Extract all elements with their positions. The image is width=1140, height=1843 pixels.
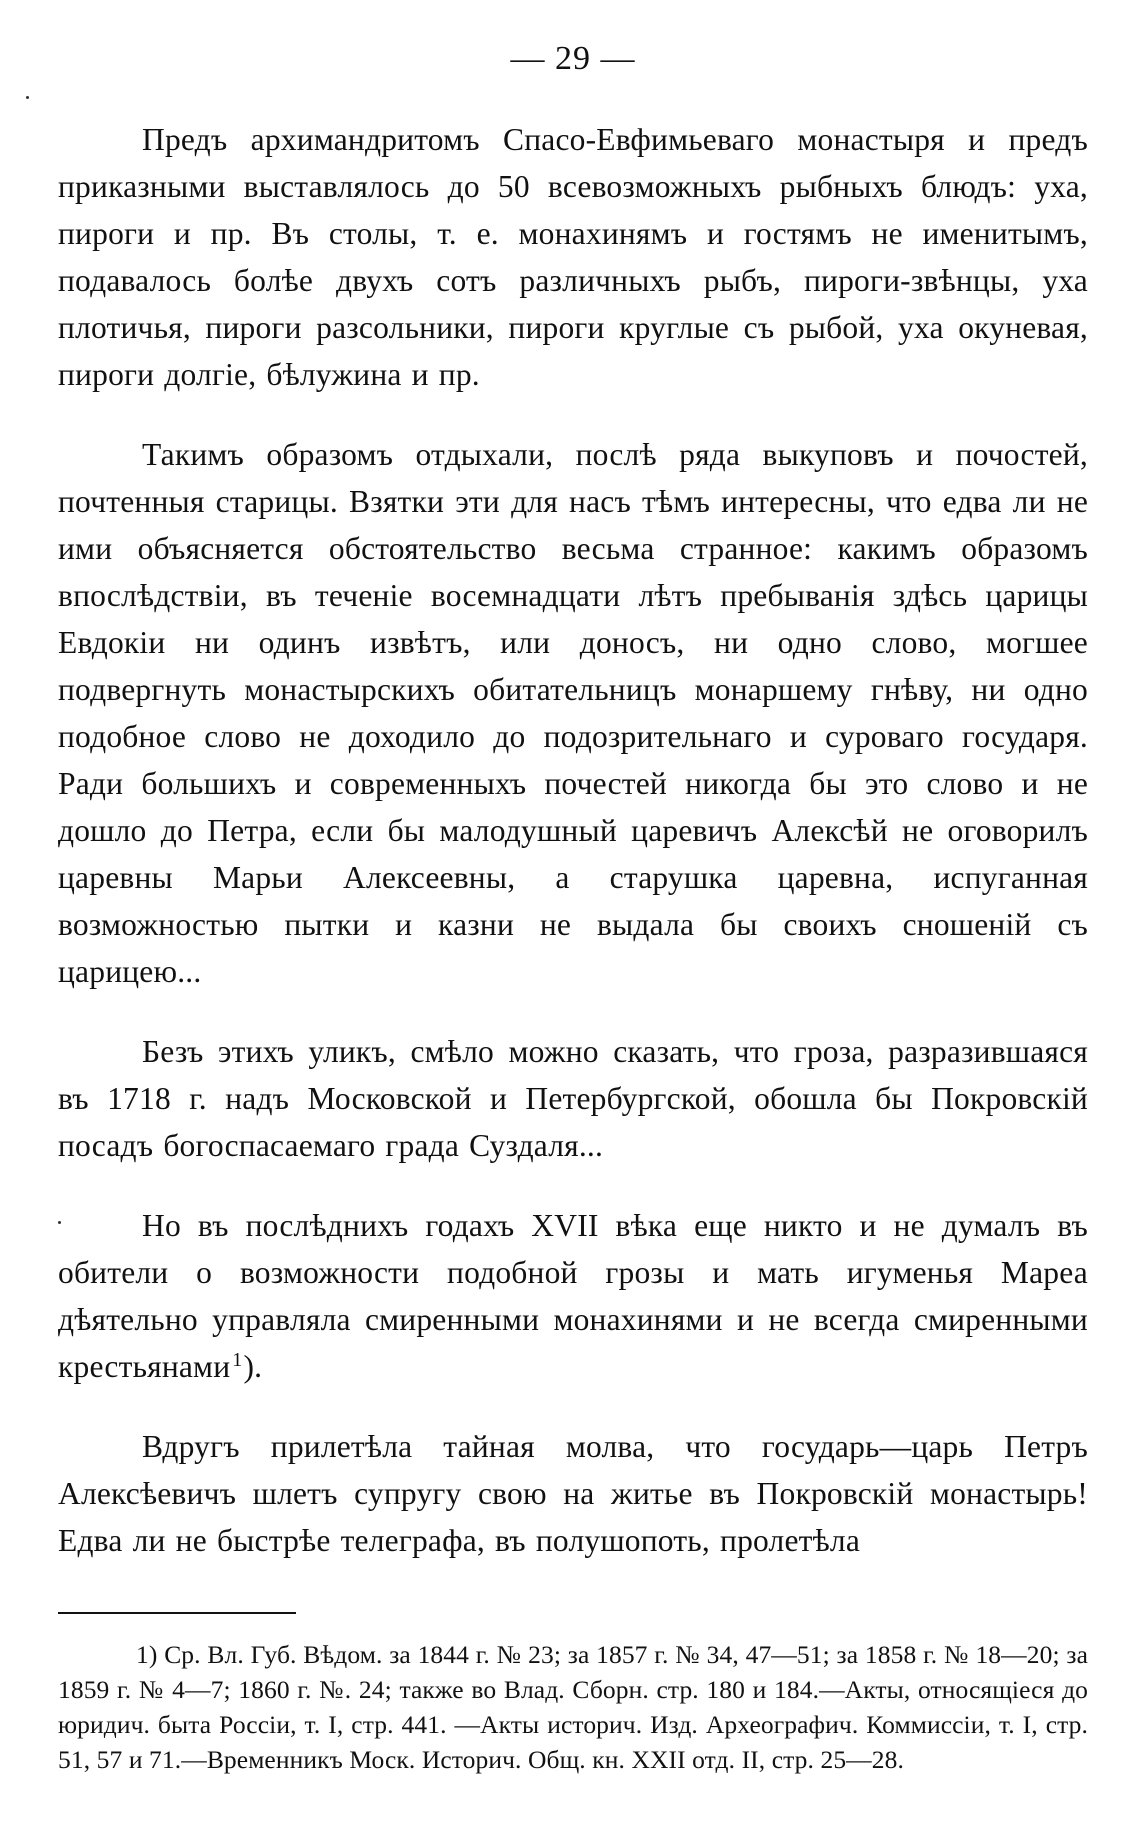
footnote-separator	[58, 1612, 296, 1614]
paragraph-3: Безъ этихъ уликъ, смѣло можно сказать, что гроза, разразившаяся въ 1718 г. надъ Московской и Петербургской, обошла бы Покровскій посадъ богоспасаемаго града Суздаля...	[58, 1034, 1088, 1163]
paragraph-4	[58, 1202, 1088, 1390]
paragraph-4-text: Но въ послѣднихъ годахъ XVII вѣка еще никто и не думалъ въ обители о возможности подобной грозы и мать игуменья Мареа дѣятельно управляла смиренными монахинями и не всегда смиренными крестьянами	[58, 1208, 1088, 1384]
footnote-reference: 1	[232, 1348, 243, 1371]
paragraph-4-end: ).	[243, 1349, 263, 1384]
page-number: — 29 —	[510, 40, 636, 77]
book-page	[58, 40, 1088, 1597]
speck-top-left	[26, 96, 29, 99]
paragraph-2: Такимъ образомъ отдыхали, послѣ ряда выкуповъ и почостей, почтенныя старицы. Взятки эти для насъ тѣмъ интересны, что едва ли не ими объясняется обстоятельство весьма странное: какимъ образомъ впослѣдствіи, въ теченіе восемнадцати лѣтъ пребыванія здѣсь царицы Евдокіи ни одинъ извѣтъ, или доносъ, ни одно слово, могшее подвергнуть монастырскихъ обитательницъ монаршему гнѣву, ни одно подобное слово не доходило до подозрительнаго и суроваго государя. Ради большихъ и современныхъ почестей никогда бы это слово и не дошло до Петра, если бы малодушный царевичъ Алексѣй не оговорилъ царевны Марьи Алексеевны, а старушка царевна, испуганная возможностью пытки и казни не выдала бы своихъ сношеній съ царицею...	[58, 437, 1088, 989]
paragraph-1: Предъ архимандритомъ Спасо-Евфимьеваго монастыря и предъ приказными выставлялось до 50 всевозможныхъ рыбныхъ блюдъ: уха, пироги и пр. Въ столы, т. е. монахинямъ и гостямъ не именитымъ, подавалось болѣе двухъ сотъ различныхъ рыбъ, пироги-звѣнцы, уха плотичья, пироги разсольники, пироги круглые съ рыбой, уха окуневая, пироги долгіе, бѣлужина и пр.	[58, 122, 1088, 392]
footnote-text: 1) Ср. Вл. Губ. Вѣдом. за 1844 г. № 23; за 1857 г. № 34, 47—51; за 1858 г. № 18—20; за 1859 г. № 4—7; 1860 г. №. 24; также во Влад. Сборн. стр. 180 и 184.—Акты, относящіеся до юридич. быта Россіи, т. I, стр. 441. —Акты историч. Изд. Археографич. Коммиссіи, т. I, стр. 51, 57 и 71.—Временникъ Моск. Историч. Общ. кн. XXII отд. II, стр. 25—28.	[58, 1640, 1088, 1774]
paragraph-5: Вдругъ прилетѣла тайная молва, что государь—царь Петръ Алексѣевичъ шлетъ супругу свою на житье въ Покровскій монастырь! Едва ли не быстрѣе телеграфа, въ полушопоть, пролетѣла	[58, 1429, 1088, 1558]
